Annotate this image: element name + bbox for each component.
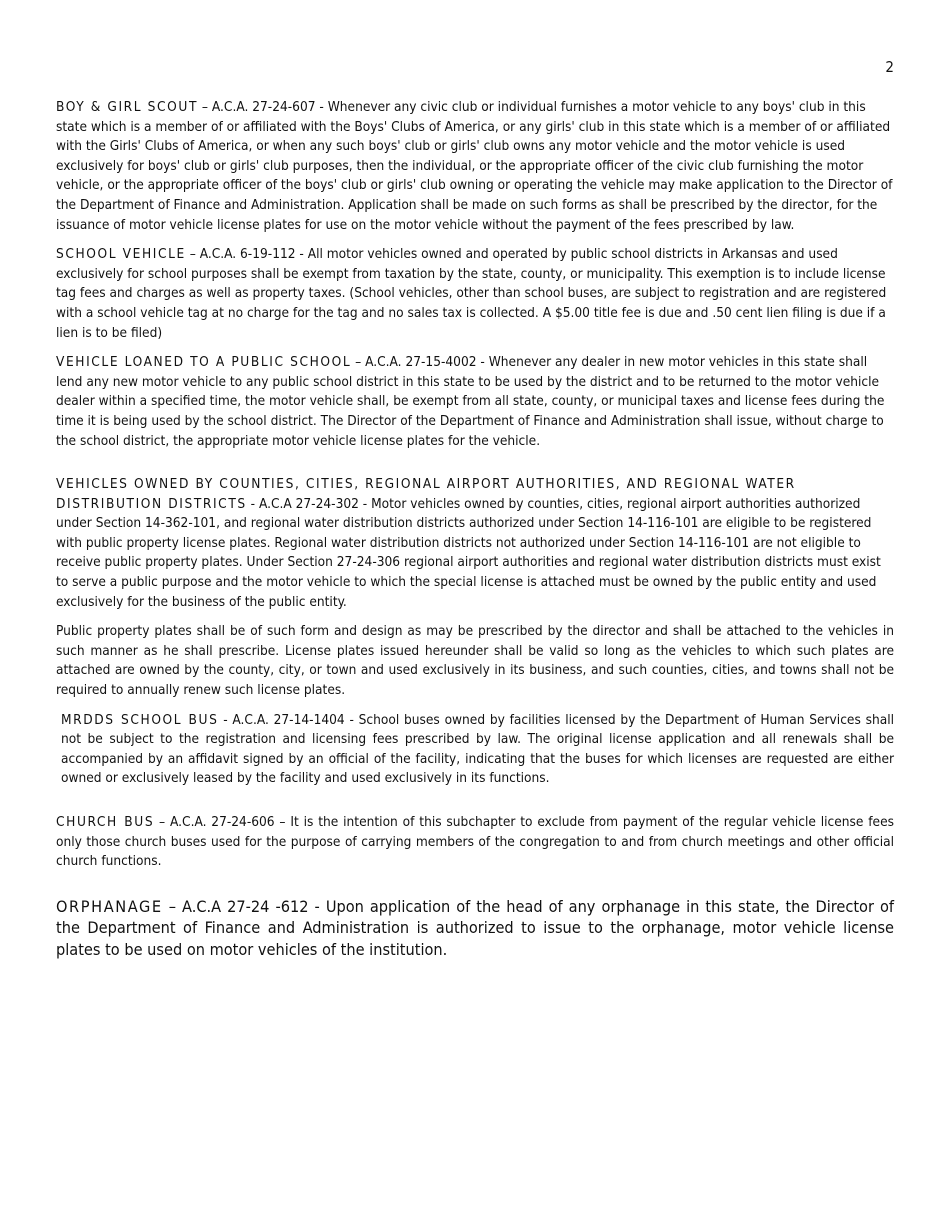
section-citation: – A.C.A. 6-19-112 - — [185, 246, 308, 263]
document-body — [56, 98, 894, 970]
section-vehicle-loaned — [56, 353, 894, 451]
section-heading: CHURCH BUS — [56, 814, 155, 830]
section-heading: ORPHANAGE — [56, 896, 163, 916]
section-mrdds-school-bus — [56, 711, 894, 789]
section-citation: – A.C.A. 27-24-607 - — [198, 99, 328, 115]
section-body: School buses owned by facilities licensed by the Department of Human Services shall not be subject to the registration and licensing fees prescribed by law. The original license application and all renewals shall be accompanied by an affidavit signed by an official of the facility, indicating that the buses for which licenses are requested are either owned or exclusively leased by the facility and used exclusively in its functions. — [61, 711, 894, 787]
section-citation: – A.C.A. 27-15-4002 - — [351, 354, 489, 371]
section-body: Upon application of the head of any orphanage in this state, the Director of the Department of Finance and Administration is authorized to issue to the orphanage, motor vehicle license plates to be used on motor vehicles of the institution. — [56, 896, 894, 959]
section-body: Public property plates shall be of such form and design as may be prescribed by the director and shall be attached to the vehicles in such manner as he shall prescribe. License plates issued hereunder shall be valid so long as the vehicles to which such plates are attached are owned by the county, city, or town and used exclusively in its business, and such counties, cities, and towns shall not be required to annually renew such license plates. — [56, 623, 894, 699]
section-citation: – A.C.A. 27-24-606 – — [154, 814, 291, 830]
section-heading: VEHICLE LOANED TO A PUBLIC SCHOOL — [56, 354, 352, 371]
section-heading: SCHOOL VEHICLE — [56, 246, 186, 263]
section-public-entities — [56, 475, 894, 612]
section-citation: - A.C.A 27-24-302 - — [246, 495, 372, 512]
section-heading: BOY & GIRL SCOUT — [56, 99, 199, 115]
section-body: Whenever any civic club or individual furnishes a motor vehicle to any boys' club in this state which is a member of or affiliated with the Boys' Clubs of America, or any girls' club in this state which is a member of or affiliated with the Girls' Clubs of America, or when any such boys' club or girls' club owns any motor vehicle and the motor vehicle is used exclusively for boys' club or girls' club purposes, then the individual, or the appropriate officer of the civic club furnishing the motor vehicle, or the appropriate officer of the boys' club or girls' club owning or operating the vehicle may make application to the Director of the Department of Finance and Administration. Application shall be made on such forms as shall be prescribed by the director, for the issuance of motor vehicle license plates for use on the motor vehicle without the payment of the fees prescribed by law. — [56, 99, 893, 233]
section-heading: VEHICLES OWNED BY COUNTIES, CITIES, REGIONAL AIRPORT AUTHORITIES, AND REGIONAL WATER DISTRIBUTION DISTRICTS — [56, 476, 796, 512]
section-body: All motor vehicles owned and operated by public school districts in Arkansas and used exclusively for school purposes shall be exempt from taxation by the state, county, or municipality. This exemption is to include license tag fees and charges as well as property taxes. (School vehicles, other than school buses, are subject to registration and are registered with a school vehicle tag at no charge for the tag and no sales tax is collected. A $5.00 title fee is due and .50 cent lien filing is due if a lien is to be filed) — [56, 246, 887, 341]
section-public-property-plates — [56, 622, 894, 700]
section-boy-girl-scout — [56, 98, 894, 235]
section-orphanage — [56, 896, 894, 961]
section-body: Whenever any dealer in new motor vehicles in this state shall lend any new motor vehicle to any public school district in this state to be used by the district and to be returned to the motor vehicle dealer within a specified time, the motor vehicle shall, be exempt from all state, county, or municipal taxes and license fees during the time it is being used by the school district. The Director of the Department of Finance and Administration shall issue, without charge to the school district, the appropriate motor vehicle license plates for the vehicle. — [56, 354, 885, 449]
section-body: It is the intention of this subchapter to exclude from payment of the regular vehicle license fees only those church buses used for the purpose of carrying members of the congregation to and from church meetings and other official church functions. — [56, 814, 894, 870]
section-citation: – A.C.A 27-24 -612 - — [162, 896, 326, 916]
section-body: Motor vehicles owned by counties, cities, regional airport authorities authorized under Section 14-362-101, and regional water distribution districts authorized under Section 14-116-101 are eligible to be registered with public property license plates. Regional water distribution districts not authorized under Section 14-116-101 are not eligible to receive public property plates. Under Section 27-24-306 regional airport authorities and regional water distribution districts must exist to serve a public purpose and the motor vehicle to which the special license is attached must be owned by the public entity and used exclusively for the business of the public entity. — [56, 495, 881, 610]
section-citation: - A.C.A. 27-14-1404 - — [218, 711, 359, 728]
section-heading: MRDDS SCHOOL BUS — [61, 711, 219, 728]
section-church-bus — [56, 813, 894, 872]
page-number: 2 — [885, 58, 894, 76]
section-school-vehicle — [56, 245, 894, 343]
